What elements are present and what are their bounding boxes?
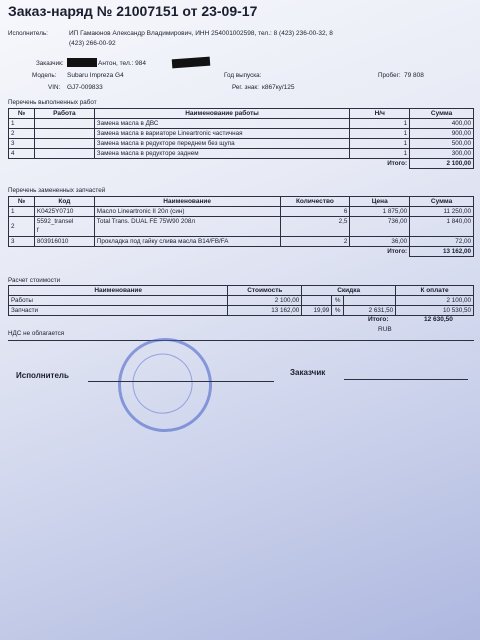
table-row bbox=[9, 207, 474, 217]
cell-name: Работы bbox=[9, 296, 228, 306]
cell-cost: 13 162,00 bbox=[228, 306, 302, 316]
divider bbox=[8, 340, 474, 341]
cell-hours: 1 bbox=[350, 119, 410, 129]
redaction-bar bbox=[172, 57, 211, 69]
cell-code: 803916010 bbox=[34, 237, 94, 247]
cell-name: Масло Lineartronic II 20л (син) bbox=[94, 207, 280, 217]
cell-sum: 72,00 bbox=[410, 237, 474, 247]
mileage-label: Пробег: bbox=[378, 72, 401, 79]
calc-total-value: 12 630,50 bbox=[424, 316, 453, 323]
parts-total-label: Итого: bbox=[387, 248, 408, 256]
cell-name: Запчасти bbox=[9, 306, 228, 316]
col-header: Наименование bbox=[9, 286, 228, 296]
parts-table bbox=[8, 196, 474, 257]
col-header: Сумма bbox=[410, 197, 474, 207]
executor-value-line1: ИП Гамаюнов Александр Владимирович, ИНН 254001002598, тел.: 8 (423) 236-00-32, 8 bbox=[69, 30, 333, 37]
vat-note: НДС не облагается bbox=[8, 330, 65, 337]
customer-sign-label: Заказчик bbox=[290, 368, 326, 377]
cell-hours: 1 bbox=[350, 129, 410, 139]
col-header: Количество bbox=[280, 197, 350, 207]
executor-sign-line bbox=[88, 381, 274, 382]
cell-sum: 400,00 bbox=[410, 119, 474, 129]
col-header: № bbox=[9, 109, 35, 119]
executor-sign-label: Исполнитель bbox=[16, 371, 69, 380]
table-row bbox=[9, 296, 474, 306]
cell-pct-sign: % bbox=[332, 296, 344, 306]
table-row bbox=[9, 306, 474, 316]
cell-qty: 2,5 bbox=[280, 217, 350, 237]
cell-name: Total Trans. DUAL FE 75W90 208л bbox=[94, 217, 280, 237]
table-row bbox=[9, 129, 474, 139]
cell-work bbox=[34, 149, 94, 159]
works-total-value: 2 100,00 bbox=[410, 159, 474, 169]
cell-name: Замена масла в ДВС bbox=[94, 119, 350, 129]
redaction-bar bbox=[67, 58, 97, 67]
works-total-row bbox=[9, 159, 474, 169]
cell-pay: 2 100,00 bbox=[396, 296, 474, 306]
cell-number: 4 bbox=[9, 149, 35, 159]
parts-total-value: 13 162,00 bbox=[410, 247, 474, 257]
table-row bbox=[9, 139, 474, 149]
table-row bbox=[9, 217, 474, 237]
customer-sign-line bbox=[344, 379, 468, 380]
calc-total-label: Итого: bbox=[368, 316, 389, 323]
calc-section-title: Расчет стоимости bbox=[8, 277, 61, 284]
cell-sum: 500,00 bbox=[410, 139, 474, 149]
parts-header-row bbox=[9, 197, 474, 207]
seal-inner-ring bbox=[126, 347, 199, 420]
cell-code bbox=[34, 217, 94, 237]
cell-work bbox=[34, 139, 94, 149]
cell-pct-sign: % bbox=[332, 306, 344, 316]
cell-price: 36,00 bbox=[350, 237, 410, 247]
works-total-label: Итого: bbox=[387, 160, 408, 168]
document-title: Заказ-наряд № 21007151 от 23-09-17 bbox=[8, 3, 258, 19]
cell-name: Замена масла в вариаторе Lineartronic частичная bbox=[94, 129, 350, 139]
calc-currency: RUB bbox=[378, 326, 392, 333]
col-header: Цена bbox=[350, 197, 410, 207]
reg-value: к867ку/125 bbox=[262, 84, 295, 91]
table-row bbox=[9, 119, 474, 129]
code-line1: 5592_transel bbox=[36, 218, 74, 225]
cell-hours: 1 bbox=[350, 139, 410, 149]
col-header: Код bbox=[34, 197, 94, 207]
vin-label: VIN: bbox=[48, 84, 61, 91]
model-label: Модель: bbox=[32, 72, 57, 79]
reg-label: Рег. знак: bbox=[232, 84, 259, 91]
cell-cost: 2 100,00 bbox=[228, 296, 302, 306]
cell-sum: 900,00 bbox=[410, 129, 474, 139]
col-header: Н/ч bbox=[350, 109, 410, 119]
executor-label: Исполнитель: bbox=[8, 30, 48, 37]
cell-qty: 6 bbox=[280, 207, 350, 217]
cell-price: 1 875,00 bbox=[350, 207, 410, 217]
cell-number: 3 bbox=[9, 139, 35, 149]
year-label: Год выпуска: bbox=[224, 72, 262, 79]
table-row bbox=[9, 149, 474, 159]
seal-stamp bbox=[107, 327, 222, 442]
cell-work bbox=[34, 129, 94, 139]
code-line2: f bbox=[36, 227, 39, 234]
cell-sum: 1 840,00 bbox=[410, 217, 474, 237]
cell-number: 3 bbox=[9, 237, 35, 247]
cell-number: 1 bbox=[9, 207, 35, 217]
parts-section-title: Перечень замененных запчастей bbox=[8, 187, 106, 194]
cell-sum: 300,00 bbox=[410, 149, 474, 159]
col-header: К оплате bbox=[396, 286, 474, 296]
customer-value: Антон, тел.: 984 bbox=[98, 60, 147, 67]
cell-work bbox=[34, 119, 94, 129]
cell-hours: 1 bbox=[350, 149, 410, 159]
works-section-title: Перечень выполненных работ bbox=[8, 99, 97, 106]
customer-label: Заказчик: bbox=[36, 60, 64, 67]
cell-name: Прокладка под гайку слива масла B14/FB/FA bbox=[94, 237, 280, 247]
col-header: Наименование работы bbox=[94, 109, 350, 119]
col-header: Скидка bbox=[302, 286, 396, 296]
cell-code: K0425Y0710 bbox=[34, 207, 94, 217]
mileage-value: 79 808 bbox=[404, 72, 424, 79]
works-table bbox=[8, 108, 474, 169]
cell-name: Замена масла в редукторе заднем bbox=[94, 149, 350, 159]
col-header: Стоимость bbox=[228, 286, 302, 296]
cell-number: 1 bbox=[9, 119, 35, 129]
cell-pay: 10 530,50 bbox=[396, 306, 474, 316]
col-header: № bbox=[9, 197, 35, 207]
parts-total-row bbox=[9, 247, 474, 257]
cell-discount: 2 631,50 bbox=[344, 306, 396, 316]
cell-number: 2 bbox=[9, 217, 35, 237]
table-row bbox=[9, 237, 474, 247]
model-value: Subaru Impreza G4 bbox=[67, 72, 124, 79]
col-header: Сумма bbox=[410, 109, 474, 119]
executor-value-line2: (423) 266-00-92 bbox=[69, 40, 116, 47]
calc-header-row bbox=[9, 286, 474, 296]
vin-value: GJ7-009833 bbox=[67, 84, 103, 91]
cell-number: 2 bbox=[9, 129, 35, 139]
works-header-row bbox=[9, 109, 474, 119]
col-header: Наименование bbox=[94, 197, 280, 207]
cell-discount-pct bbox=[302, 296, 332, 306]
cell-sum: 11 250,00 bbox=[410, 207, 474, 217]
col-header: Работа bbox=[34, 109, 94, 119]
calc-table bbox=[8, 285, 474, 316]
cell-discount bbox=[344, 296, 396, 306]
cell-qty: 2 bbox=[280, 237, 350, 247]
cell-price: 736,00 bbox=[350, 217, 410, 237]
cell-name: Замена масла в редукторе переднем без щупа bbox=[94, 139, 350, 149]
cell-discount-pct: 19,99 bbox=[302, 306, 332, 316]
